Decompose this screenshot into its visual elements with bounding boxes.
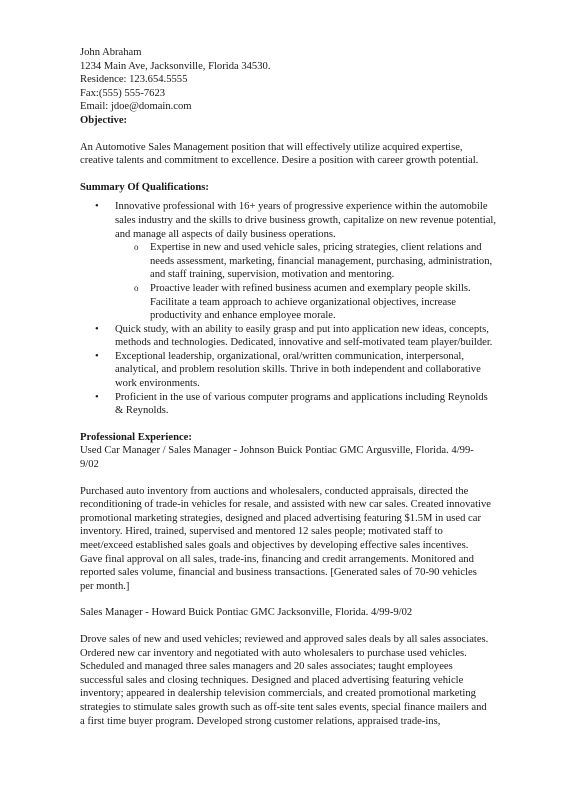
text-line: Ordered new car inventory and negotiated with auto wholesalers to purchase used vehicles. <box>80 647 467 659</box>
text-line: reported sales volume, financial and business transactions. [Generated sales of 70-90 vehicles <box>80 567 477 579</box>
contact-name: John Abraham <box>80 47 142 58</box>
text-line: productivity and enhance employee morale. <box>150 310 336 322</box>
text-line: & Reynolds. <box>115 405 169 417</box>
bullet-icon: • <box>95 350 99 362</box>
text-line: and staff training, supervision, motivation and mentoring. <box>150 269 395 281</box>
text-line: methods and technologies. Dedicated, innovative and self-motivated team player/builder. <box>115 337 493 349</box>
text-line: Purchased auto inventory from auctions and wholesalers, conducted appraisals, directed the <box>80 485 469 497</box>
text-line: Used Car Manager / Sales Manager - Johnson Buick Pontiac GMC Argusville, Florida. 4/99- <box>80 445 474 457</box>
job-title <box>80 444 530 471</box>
job-description <box>80 485 530 594</box>
text-line: promotional marketing strategies, designed and placed advertising featuring $1.5M in used car <box>80 512 481 524</box>
sub-list <box>115 241 530 323</box>
text-line: reconditioning of trade-in vehicles for resale, and assisted with new car sales. Created innovative <box>80 499 491 511</box>
text-line: successful sales and closing techniques. Designed and placed advertising featuring vehicle <box>80 674 464 686</box>
bullet-icon: • <box>95 201 99 213</box>
text-line: Scheduled and managed three sales managers and 20 sales associates; taught employees <box>80 661 453 673</box>
contact-email: Email: jdoe@domain.com <box>80 101 192 113</box>
text-line: creative talents and commitment to excellence. Desire a position with career growth potential. <box>80 155 479 167</box>
sub-list-item <box>115 282 530 323</box>
list-item <box>80 391 530 418</box>
text-line: Proficient in the use of various computer programs and applications including Reynolds <box>115 391 488 403</box>
list-item <box>80 323 530 350</box>
list-item <box>80 200 530 322</box>
contact-fax: Fax:(555) 555-7623 <box>80 87 166 99</box>
text-line: per month.] <box>80 580 130 592</box>
job-description <box>80 633 530 728</box>
bullet-icon: • <box>95 391 99 403</box>
sub-bullet-icon: o <box>134 242 139 253</box>
text-line: work environments. <box>115 378 200 390</box>
job-title <box>80 606 530 620</box>
text-line: Gave final approval on all sales, trade-ins, financing and credit arrangements. Monitored and <box>80 553 474 565</box>
text-line: Proactive leader with refined business acumen and exemplary people skills. <box>150 282 471 294</box>
text-line: Exceptional leadership, organizational, oral/written communication, interpersonal, <box>115 350 464 362</box>
sub-list-item <box>115 241 530 282</box>
text-line: and manage all aspects of daily business operations. <box>115 228 336 240</box>
text-line: meet/exceed established sales goals and objectives by developing effective sales incentives. <box>80 540 469 551</box>
text-line: a first time buyer program. Developed strong customer relations, appraised trade-ins, <box>80 715 441 727</box>
text-line: needs assessment, marketing, financial management, purchasing, administration, <box>150 255 493 267</box>
text-line: Innovative professional with 16+ years of progressive experience within the automobile <box>115 201 488 213</box>
text-line: Expertise in new and used vehicle sales, pricing strategies, client relations and <box>150 242 482 254</box>
text-line: strategies to stimulate sales growth such as off-site tent sales events, special finance mailers and <box>80 701 487 713</box>
text-line: An Automotive Sales Management position that will effectively utilize acquired expertise, <box>80 141 463 153</box>
text-line: Sales Manager - Howard Buick Pontiac GMC Jacksonville, Florida. 4/99-9/02 <box>80 607 413 619</box>
objective-text <box>80 141 530 168</box>
contact-residence: Residence: 123.654.5555 <box>80 74 188 86</box>
sub-bullet-icon: o <box>134 282 139 293</box>
resume-content <box>80 46 530 728</box>
contact-address: 1234 Main Ave, Jacksonville, Florida 34530. <box>80 60 271 72</box>
text-line: sales industry and the skills to drive business growth, capitalize on new revenue potential, <box>115 214 496 226</box>
text-line: analytical, and problem resolution skills. Thrive in both independent and collaborative <box>115 364 481 376</box>
text-line: Quick study, with an ability to easily grasp and put into application new ideas, concepts, <box>115 323 489 335</box>
text-line: Facilitate a team approach to achieve organizational objectives, increase <box>150 296 456 308</box>
qualifications-list <box>80 200 530 418</box>
text-line: inventory. Hired, trained, supervised and mentored 12 sales people; motivated staff to <box>80 526 443 538</box>
bullet-icon: • <box>95 323 99 335</box>
objective-heading: Objective: <box>80 114 128 126</box>
experience-heading: Professional Experience: <box>80 431 192 443</box>
list-item <box>80 350 530 391</box>
text-line: Drove sales of new and used vehicles; reviewed and approved sales deals by all sales associates. <box>80 633 489 645</box>
text-line: inventory; appeared in dealership television commercials, and created promotional marketing <box>80 688 476 700</box>
text-line: 9/02 <box>80 459 99 471</box>
qualifications-heading: Summary Of Qualifications: <box>80 181 209 193</box>
